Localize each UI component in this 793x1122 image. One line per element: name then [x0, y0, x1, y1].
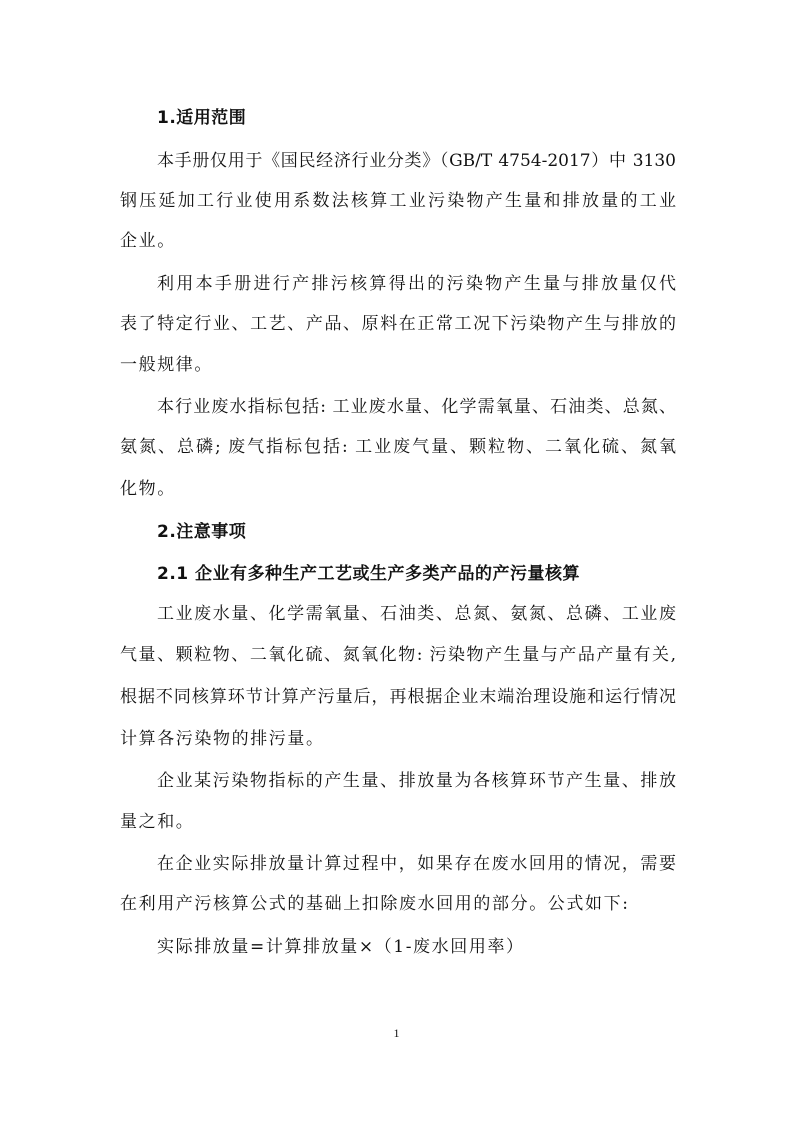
paragraph-line: 工业废水量、化学需氧量、石油类、总氮、氨氮、总磷、工业废 — [157, 604, 676, 624]
paragraph-line: 利用本手册进行产排污核算得出的污染物产生量与排放量仅代 — [157, 274, 676, 294]
section-2-title: 2.注意事项 — [157, 522, 247, 542]
section-2-1-title: 2.1 企业有多种生产工艺或生产多类产品的产污量核算 — [157, 564, 581, 584]
paragraph-line: 量之和。 — [120, 812, 195, 832]
formula-line: 实际排放量=计算排放量×（1-废水回用率） — [157, 937, 525, 957]
paragraph-line: 本行业废水指标包括: 工业废水量、化学需氧量、石油类、总氮、 — [157, 397, 676, 417]
paragraph-line: 气量、颗粒物、二氧化硫、氮氧化物: 污染物产生量与产品产量有关, — [120, 645, 676, 665]
paragraph-line: 钢压延加工行业使用系数法核算工业污染物产生量和排放量的工业 — [120, 191, 676, 211]
paragraph-line: 企业。 — [120, 231, 176, 251]
paragraph-line: 在企业实际排放量计算过程中，如果存在废水回用的情况，需要 — [157, 854, 676, 874]
paragraph-line: 氨氮、总磷; 废气指标包括: 工业废气量、颗粒物、二氧化硫、氮氧 — [120, 437, 676, 457]
paragraph-line: 计算各污染物的排污量。 — [120, 729, 325, 749]
paragraph-line: 根据不同核算环节计算产污量后，再根据企业末端治理设施和运行情况 — [120, 687, 676, 707]
paragraph-line: 化物。 — [120, 479, 176, 499]
paragraph-line: 在利用产污核算公式的基础上扣除废水回用的部分。公式如下: — [120, 894, 630, 914]
section-1-title: 1.适用范围 — [157, 108, 247, 128]
paragraph-line: 本手册仅用于《国民经济行业分类》（GB/T 4754-2017）中 3130 — [157, 151, 676, 171]
page-number: 1 — [393, 1026, 400, 1040]
paragraph-line: 一般规律。 — [120, 355, 213, 375]
paragraph-line: 表了特定行业、工艺、产品、原料在正常工况下污染物产生与排放的 — [120, 314, 676, 334]
paragraph-line: 企业某污染物指标的产生量、排放量为各核算环节产生量、排放 — [157, 771, 676, 791]
